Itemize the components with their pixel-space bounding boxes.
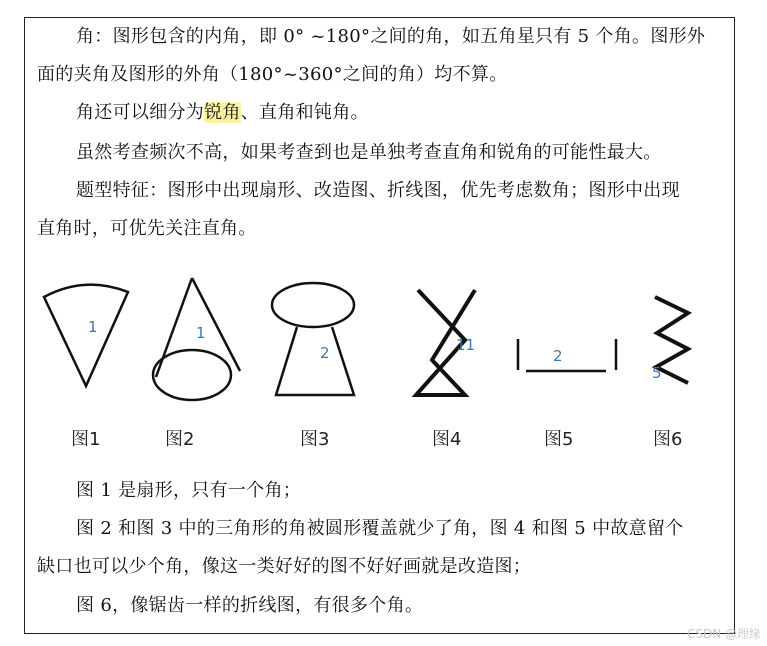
figure-4-angle-count: 11 bbox=[456, 336, 476, 354]
paragraph-1-line-1: 角：图形包含的内角，即 0° ~180°之间的角，如五角星只有 5 个角。图形外 bbox=[76, 26, 706, 47]
paragraph-6-line-1: 图 2 和图 3 中的三角形的角被圆形覆盖就少了角，图 4 和图 5 中故意留个 bbox=[76, 518, 684, 539]
paragraph-4-line-2: 直角时，可优先关注直角。 bbox=[37, 218, 257, 239]
figure-3-caption: 图3 bbox=[300, 429, 330, 450]
paragraph-1-line-2: 面的夹角及图形的外角（180°~360°之间的角）均不算。 bbox=[37, 64, 508, 85]
figure-6-caption: 图6 bbox=[653, 429, 683, 450]
figure-4-caption: 图4 bbox=[432, 429, 462, 450]
paragraph-4-line-1: 题型特征：图形中出现扇形、改造图、折线图，优先考虑数角；图形中出现 bbox=[76, 180, 680, 201]
figure-6-angle-count: 5 bbox=[652, 364, 662, 382]
paragraph-3: 虽然考查频次不高，如果考查到也是单独考查直角和锐角的可能性最大。 bbox=[76, 142, 662, 163]
paragraph-2-text: 角还可以细分为 bbox=[76, 102, 205, 123]
watermark: CSDN @理缘 bbox=[686, 627, 761, 641]
paragraph-5: 图 1 是扇形，只有一个角； bbox=[76, 480, 302, 501]
figure-1-caption: 图1 bbox=[71, 429, 101, 450]
highlighted-term: 锐角 bbox=[204, 102, 241, 123]
figure-3-angle-count: 2 bbox=[320, 344, 330, 362]
open-bracket-icon bbox=[518, 339, 616, 371]
figure-2-caption: 图2 bbox=[165, 429, 195, 450]
sector-icon bbox=[44, 285, 128, 386]
paragraph-7: 图 6，像锯齿一样的折线图，有很多个角。 bbox=[76, 595, 424, 616]
paragraph-6-line-2: 缺口也可以少个角，像这一类好好的图不好好画就是改造图； bbox=[37, 556, 532, 577]
figure-5-angle-count: 2 bbox=[553, 347, 563, 365]
figure-1-angle-count: 1 bbox=[88, 318, 98, 336]
paragraph-2-tail: 、直角和钝角。 bbox=[240, 102, 369, 123]
figure-5-caption: 图5 bbox=[544, 429, 574, 450]
figure-2-angle-count: 1 bbox=[196, 324, 206, 342]
ellipse-trapezoid-icon bbox=[272, 283, 354, 395]
